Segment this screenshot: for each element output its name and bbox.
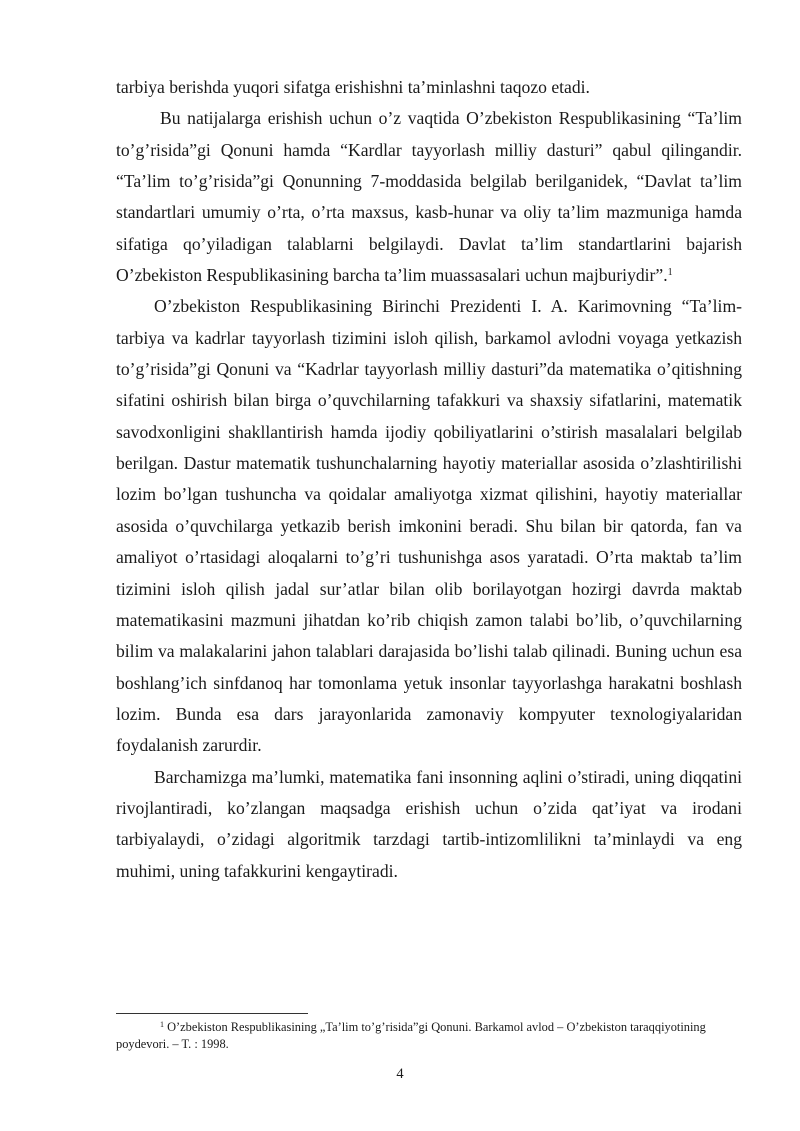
paragraph-legal-basis (116, 103, 742, 291)
paragraph-continuation (116, 72, 742, 103)
footnote-marker: 1 (160, 1020, 164, 1029)
body-text (116, 72, 742, 887)
paragraph-text: Barchamizga ma’lumki, matematika fani insonning aqlini o’stiradi, uning diqqatini rivojlantiradi, ko’zlangan maqsadga erishish uchun o’zida qat’iyat va irodani tarbiyalaydi, o’zidagi algoritmik tarzdagi tartib-intizomlilikni ta’minlaydi va eng muhimi, uning tafakkurini kengaytiradi. (116, 766, 742, 881)
paragraph-text: O’zbekiston Respublikasining Birinchi Prezidenti I. A. Karimovning “Ta’lim-tarbiya va kadrlar tayyorlash tizimini isloh qilish, barkamol avlodni voyaga yetkazish to’g’risida”gi Qonuni va “Kadrlar tayyorlash milliy dasturi”da matematika o’qitishning sifatini oshirish bilan birga o’quvchilarning tafakkuri va shaxsiy sifatlarini, matematik savodxonligini shakllantirish hamda ijodiy qobiliyatlarini o’stirish masalalari belgilab berilgan. Dastur matematik tushunchalarning hayotiy materiallar asosida o’zlashtirilishi lozim bo’lgan tushuncha va qoidalar amaliyotga xizmat qilishini, hayotiy materiallar asosida o’quvchilarga yetkazib berish imkonini beradi. Shu bilan bir qatorda, fan va amaliyot o’rtasidagi aloqalarni to’g’ri tushunishga asos yaratadi. O’rta maktab ta’lim tizimini isloh qilish jadal sur’atlar bilan olib borilayotgan hozirgi davrda maktab matematikasini mazmuni jihatdan ko’rib chiqish zamon talabi bo’lib, o’quvchilarning bilim va malakalarini jahon talablari darajasida bo’lishi talab qilinadi. Buning uchun esa boshlang’ich sinfdanoq har tomonlama yetuk insonlar tayyorlashga harakatni boshlash lozim. Bunda esa dars jarayonlarida zamonaviy kompyuter texnologiyalaridan foydalanish zarurdir. (116, 296, 742, 756)
page-number: 4 (396, 1066, 404, 1082)
paragraph-text: tarbiya berishda yuqori sifatga erishishni ta’minlashni taqozo etadi. (116, 77, 590, 97)
footnote-separator (116, 1013, 308, 1014)
paragraph-text: Bu natijalarga erishish uchun o’z vaqtida O’zbekiston Respublikasining “Ta’lim to’g’risida”gi Qonuni hamda “Kardlar tayyorlash milliy dasturi” qabul qilingandir. “Ta’lim to’g’risida”gi Qonunning 7-moddasida belgilab berilganidek, “Davlat ta’lim standartlari umumiy o’rta, o’rta maxsus, kasb-hunar va oliy ta’lim mazmuniga hamda sifatiga qo’yiladigan talablarni belgilaydi. Davlat ta’lim standartlarini bajarish O’zbekiston Respublikasining barcha ta’lim muassasalari uchun majburiydir”. (116, 108, 742, 286)
footnote-text: O’zbekiston Respublikasining „Ta’lim to’g’risida”gi Qonuni. Barkamol avlod – O’zbekiston taraqqiyotining poydevori. – T. : 1998. (116, 1020, 706, 1051)
footnote-reference[interactable]: 1 (667, 267, 673, 279)
paragraph-mathematics-importance (116, 762, 742, 887)
paragraph-presidential-decree (116, 291, 742, 761)
footnote (116, 1019, 742, 1053)
